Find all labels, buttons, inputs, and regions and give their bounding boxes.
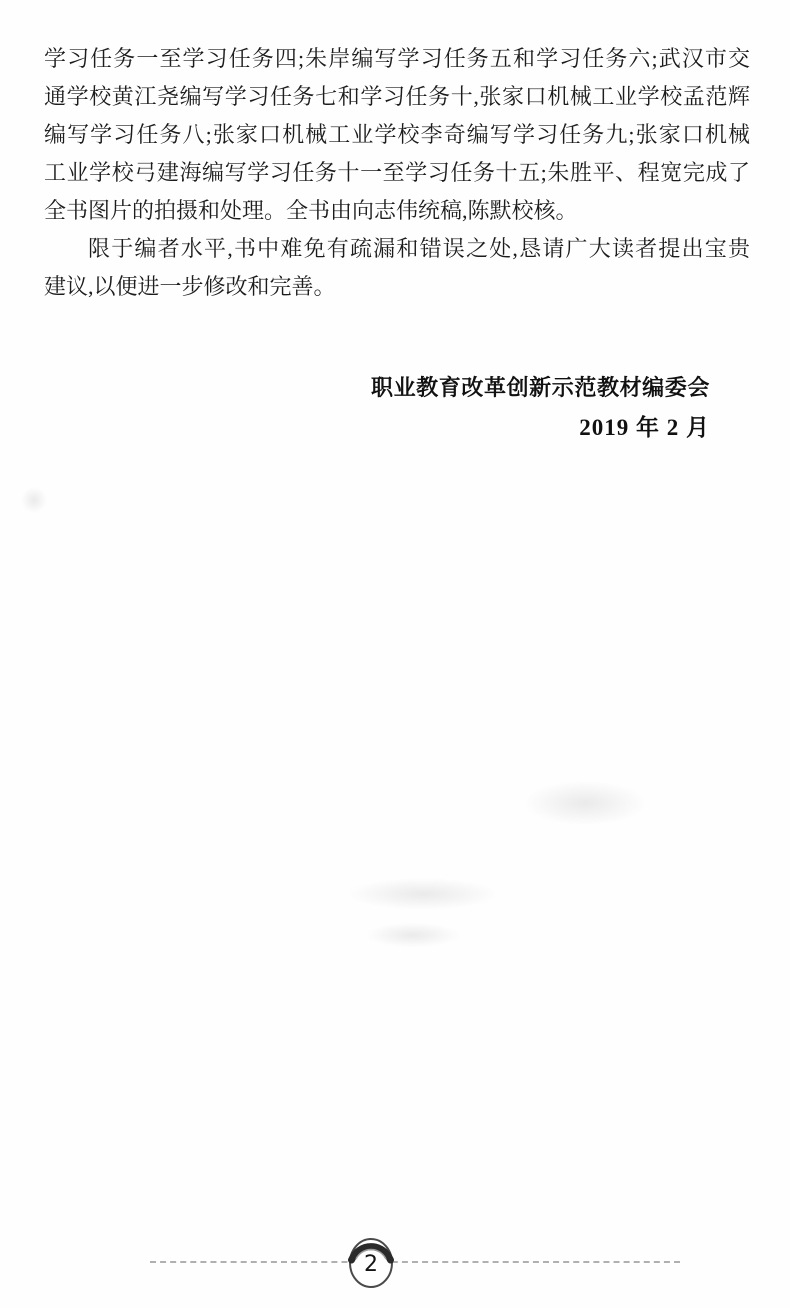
signature-block [371,368,710,448]
preface-paragraph1-line2: 通学校黄江尧编写学习任务七和学习任务十,张家口机械工业学校孟范辉 [44,84,750,109]
preface-body [44,40,750,306]
preface-paragraph1-line5: 全书图片的拍摄和处理。全书由向志伟统稿,陈默校核。 [44,198,578,223]
preface-paragraph2-line2: 建议,以便进一步修改和完善。 [44,274,336,299]
scan-artifact [348,918,478,952]
preface-paragraph1-line1: 学习任务一至学习任务四;朱岸编写学习任务五和学习任务六;武汉市交 [44,46,750,71]
page-number: 2 [364,1252,378,1277]
page-number-ornament [347,1233,395,1291]
scan-artifact [16,482,52,518]
footer-divider-rule [150,1261,680,1263]
scan-artifact [500,772,670,834]
editorial-committee-name: 职业教育改革创新示范教材编委会 [370,375,710,400]
preface-paragraph1-line4: 工业学校弓建海编写学习任务十一至学习任务十五;朱胜平、程宽完成了 [44,160,750,185]
preface-paragraph1-line3: 编写学习任务八;张家口机械工业学校李奇编写学习任务九;张家口机械 [44,122,750,147]
preface-paragraph2-line1: 限于编者水平,书中难免有疏漏和错误之处,恳请广大读者提出宝贵 [88,236,750,261]
scan-artifact [318,872,528,916]
signature-date: 2019 年 2 月 [579,415,710,440]
